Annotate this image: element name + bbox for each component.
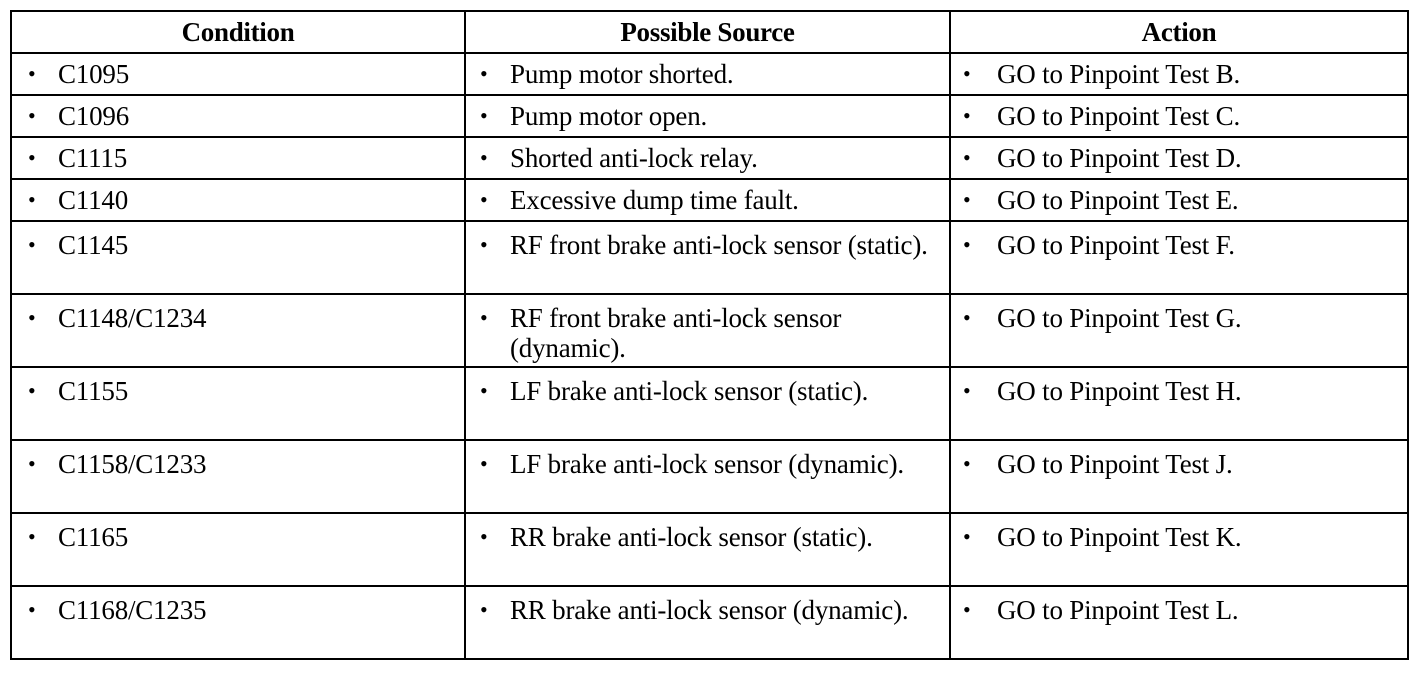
diagnostic-table [10,10,1409,660]
condition-code: C1140 [58,185,129,215]
condition-code: C1165 [58,522,129,552]
bullet-icon: • [963,61,971,86]
condition-code: C1115 [58,143,128,173]
condition-cell [11,586,465,659]
action-cell [950,513,1408,586]
table-row [11,179,1408,221]
table-row [11,586,1408,659]
condition-code: C1095 [58,59,130,89]
condition-cell [11,95,465,137]
bullet-icon: • [28,451,36,476]
action-cell [950,586,1408,659]
source-cell [465,137,950,179]
action-text: GO to Pinpoint Test J. [997,449,1233,479]
condition-code: C1158/C1233 [58,449,207,479]
bullet-icon: • [480,305,488,330]
source-cell [465,95,950,137]
condition-cell [11,440,465,513]
bullet-icon: • [28,103,36,128]
header-condition: Condition [11,11,465,53]
action-cell [950,53,1408,95]
table-row [11,440,1408,513]
bullet-icon: • [480,61,488,86]
table-row [11,53,1408,95]
source-cell [465,294,950,367]
header-action: Action [950,11,1408,53]
action-cell [950,367,1408,440]
condition-code: C1096 [58,101,130,131]
bullet-icon: • [28,232,36,257]
action-text: GO to Pinpoint Test E. [997,185,1239,215]
table-row [11,221,1408,294]
bullet-icon: • [480,103,488,128]
header-possible-source: Possible Source [465,11,950,53]
action-text: GO to Pinpoint Test F. [997,230,1235,260]
table-row [11,137,1408,179]
table-row [11,294,1408,367]
bullet-icon: • [480,187,488,212]
action-cell [950,179,1408,221]
bullet-icon: • [963,305,971,330]
source-cell [465,586,950,659]
source-cell [465,513,950,586]
bullet-icon: • [963,378,971,403]
source-cell [465,440,950,513]
table-row [11,95,1408,137]
possible-source: LF brake anti-lock sensor (static). [510,376,869,406]
bullet-icon: • [28,378,36,403]
action-cell [950,95,1408,137]
condition-cell [11,137,465,179]
bullet-icon: • [963,232,971,257]
action-text: GO to Pinpoint Test D. [997,143,1242,173]
condition-code: C1155 [58,376,129,406]
source-cell [465,53,950,95]
bullet-icon: • [28,524,36,549]
condition-cell [11,179,465,221]
possible-source: Shorted anti-lock relay. [510,143,758,173]
bullet-icon: • [480,232,488,257]
possible-source: RR brake anti-lock sensor (static). [510,522,873,552]
possible-source: Pump motor shorted. [510,59,734,89]
possible-source: RF front brake anti-lock sensor (dynamic). [510,303,842,363]
table-row [11,513,1408,586]
diagnostic-table-container [10,10,1407,655]
action-cell [950,137,1408,179]
bullet-icon: • [480,524,488,549]
bullet-icon: • [963,187,971,212]
condition-code: C1148/C1234 [58,303,207,333]
condition-cell [11,513,465,586]
table-header-row [11,11,1408,53]
possible-source: RF front brake anti-lock sensor (static). [510,230,928,260]
bullet-icon: • [963,597,971,622]
bullet-icon: • [28,597,36,622]
bullet-icon: • [480,145,488,170]
bullet-icon: • [28,305,36,330]
bullet-icon: • [28,187,36,212]
action-cell [950,294,1408,367]
condition-cell [11,294,465,367]
action-text: GO to Pinpoint Test G. [997,303,1242,333]
bullet-icon: • [480,378,488,403]
possible-source: Pump motor open. [510,101,708,131]
action-text: GO to Pinpoint Test B. [997,59,1240,89]
condition-cell [11,221,465,294]
possible-source: Excessive dump time fault. [510,185,799,215]
bullet-icon: • [963,451,971,476]
source-cell [465,179,950,221]
condition-cell [11,367,465,440]
table-row [11,367,1408,440]
action-text: GO to Pinpoint Test K. [997,522,1242,552]
bullet-icon: • [480,597,488,622]
action-text: GO to Pinpoint Test C. [997,101,1240,131]
action-text: GO to Pinpoint Test H. [997,376,1242,406]
possible-source: LF brake anti-lock sensor (dynamic). [510,449,904,479]
condition-code: C1145 [58,230,129,260]
possible-source: RR brake anti-lock sensor (dynamic). [510,595,909,625]
bullet-icon: • [28,61,36,86]
bullet-icon: • [963,103,971,128]
condition-cell [11,53,465,95]
bullet-icon: • [480,451,488,476]
source-cell [465,221,950,294]
bullet-icon: • [963,524,971,549]
bullet-icon: • [28,145,36,170]
action-cell [950,221,1408,294]
source-cell [465,367,950,440]
condition-code: C1168/C1235 [58,595,207,625]
action-cell [950,440,1408,513]
bullet-icon: • [963,145,971,170]
action-text: GO to Pinpoint Test L. [997,595,1239,625]
